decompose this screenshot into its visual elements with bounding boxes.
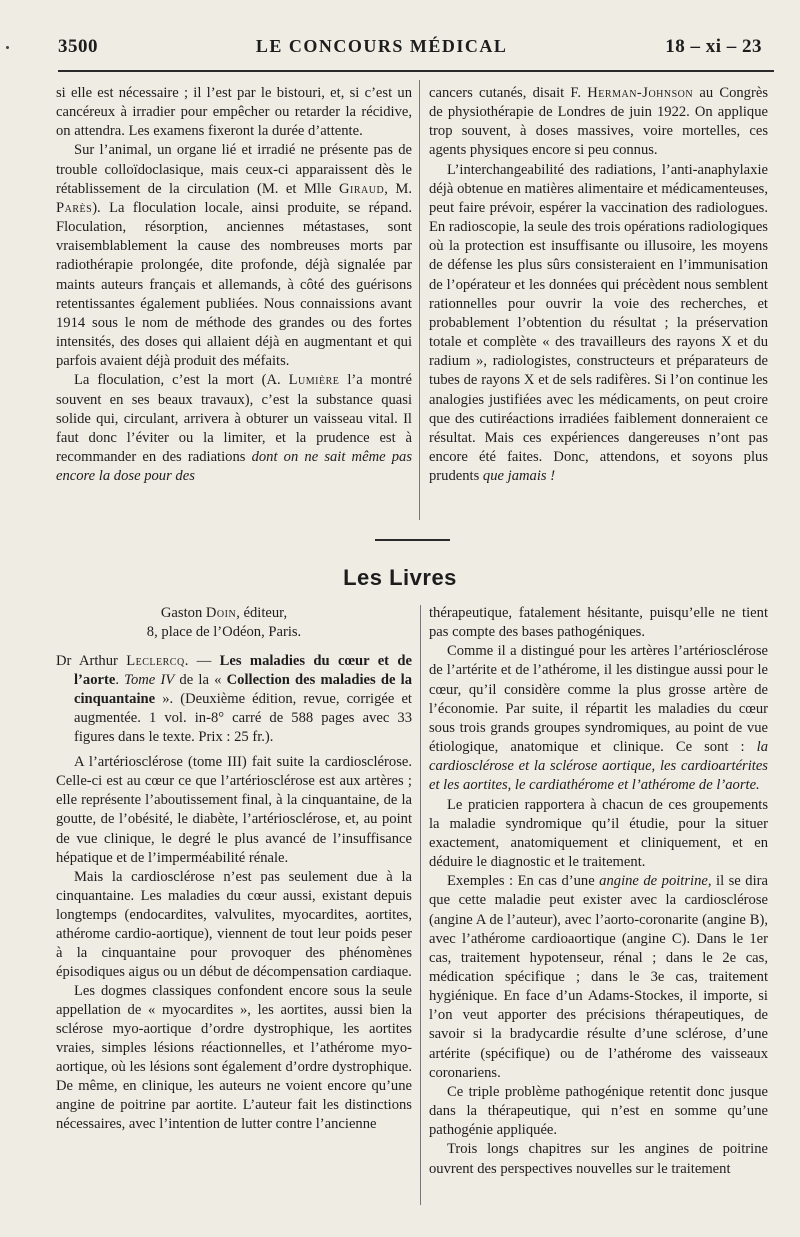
paragraph: Trois longs chapitres sur les angines de poitrine ouvrent des perspectives nouvelles sur le traitement xyxy=(429,1141,768,1177)
publisher-address: 8, place de l’Odéon, Paris. xyxy=(146,624,302,641)
publisher-name: Gaston Doin, éditeur, xyxy=(160,605,288,621)
paragraph: Exemples : En cas d’une angine de poitrine, il se dira que cette maladie peut exister avec la cardiosclérose (angine A de l’auteur), avec l’aorto-coronarite (angine B), avec l’athérome cardioaortique (angine C). Dans le 1er cas, traitement hypotenseur, rénal ; dans le 2e cas, médication spécifique ; dans le 3e cas, traitement hygiénique. En face d’un Adams-Stockes, il importe, si l’on veut apporter des précisions thérapeutiques, de savoir si la bradycardie résulte d’une sclérose, d’une artérite (spécifique) ou de l’athérome des vaisseaux coronariens. xyxy=(429,873,768,1081)
section-separator xyxy=(375,539,450,541)
paragraph: Mais la cardiosclérose n’est pas seulement due à la cinquantaine. Les maladies du cœur aussi, existant depuis longtemps (endocardites, valvulites, myocardites, aortites, athérome cardio-aortique), viennent de tout leur poids peser à la cinquantaine pour provoquer des phénomènes épisodiques aigus ou un début de décompensation cardiaque. xyxy=(56,868,412,980)
bottom-left-column xyxy=(56,604,412,1134)
bottom-right-column xyxy=(429,604,768,1179)
paragraph: Ce triple problème pathogénique retentit donc jusque dans la thérapeutique, qui n’est en somme qu’une pathogénie appliquée. xyxy=(429,1083,768,1139)
paragraph: L’interchangeabilité des radiations, l’anti-anaphylaxie déjà obtenue en matières alimentaire et médicamenteuses, peut faire prévoir, espérer la vaccination des radiologues. En radioscopie, la seule des trois opérations radiologiques où la protection est insuffisante ou illusoire, les moyens de défense les plus sûrs consisteraient en l’immunisation de l’opérateur et les données qui précèdent nous semblent rationnelles pour ouvrir la voie des recherches, et probablement l’obtention du résultat ; la préservation totale et complète « des travailleurs des rayons X et du radium », radiologistes, constructeurs et préparateurs de tubes de rayons X et de sels radifères. Si l’on continue les analogies justifiées avec les médicaments, on peut croire que des cutiréactions irradiées faiblement donneraient ce résultat. Mais ces expériences dangereuses n’ont pas encore été faites. Donc, attendons, et soyons plus prudents que jamais ! xyxy=(429,161,768,485)
paragraph: Sur l’animal, un organe lié et irradié ne présente pas de trouble colloïdoclasique, mais ceux-ci apparaissent dès le rétablissement de la circulation (M. et Mlle Giraud, M. Parès). La floculation locale, ainsi produite, se répand. Floculation, résorption, anciennes métastases, sont vraisemblablement la cause des nombreuses morts par radiothérapie prolongée, dite profonde, déjà signalée par maints auteurs français et allemands, à côté des guérisons retentissantes également publiées. Nous connaissions avant 1914 sous le nom de méthode des grandes ou des fortes intensités, des doses qui allaient déjà en augmentant et qui parfois avaient déjà produit des méfaits. xyxy=(56,142,412,370)
page-header xyxy=(58,36,762,66)
paragraph: si elle est nécessaire ; il l’est par le bistouri, et, si c’est un cancéreux à irradier pour empêcher ou retarder la récidive, on attendra. Les examens fixeront la durée d’attente. xyxy=(56,85,412,140)
page-number: 3500 xyxy=(58,36,98,57)
paragraph: A l’artériosclérose (tome III) fait suite la cardiosclérose. Celle-ci est au cœur ce que l’artériosclérose est aux artères ; elle représente l’aboutissement final, à la cinquantaine, de la goutte, de l’obésité, le diabète, l’artériosclérose, et, au point de vue clinique, le degré le plus avancé de l’insuffisance hépatique et de l’imperméabilité rénale. xyxy=(56,754,412,866)
paragraph: thérapeutique, fatalement hésitante, puisqu’elle ne tient pas compte des bases pathogéniques. xyxy=(429,605,768,641)
paragraph: cancers cutanés, disait F. Herman-Johnson au Congrès de physiothérapie de Londres de juin 1922. On applique trop souvent, à doses massives, voire mortelles, ces agents physiques encore si peu connus. xyxy=(429,85,768,159)
column-divider xyxy=(420,605,421,1205)
section-title: Les Livres xyxy=(343,565,457,590)
journal-title: LE CONCOURS MÉDICAL xyxy=(255,36,508,56)
paragraph: La floculation, c’est la mort (A. Lumière l’a montré souvent en ses beaux travaux), c’est la substance quasi solide qui, circulant, arrivera à obturer un vaisseau vital. Il faut donc l’éviter ou la limiter, et la prudence est à recommander en des radiations dont on ne sait même pas encore la dose pour des xyxy=(56,372,412,485)
issue-date: 18 – xi – 23 xyxy=(665,36,762,57)
header-rule xyxy=(58,70,774,72)
book-reference: Dr Arthur Leclercq. — Les maladies du cœur et de l’aorte. Tome IV de la « Collection des maladies de la cinquantaine ». (Deuxième édition, revue, corrigée et augmentée. 1 vol. in-8° carré de 588 pages avec 33 figures dans le texte. Prix : 25 fr.). xyxy=(56,653,412,746)
paragraph: Les dogmes classiques confondent encore sous la seule appellation de « myocardites », les aortites, aussi bien la sclérose myo-aortique d’ordre dystrophique, les aortites vraies, simples lésions réactionnelles, et l’athérome myo-aortique, où les lésions sont également d’ordre dystrophique. De même, en clinique, les auteurs ne voient encore qu’une angine de poitrine par aortite. L’auteur fait les distinctions nécessaires, avec l’intention de lutter contre l’ancienne xyxy=(56,982,412,1133)
paragraph: Comme il a distingué pour les artères l’artériosclérose de l’artérite et de l’athérome, il les distingue aussi pour le cœur, qu’il considère comme la plus grosse artère de l’économie. Par suite, il répartit les maladies du cœur sous trois grands groupes syndromiques, au point de vue étiologique, anatomique et clinique. Ce sont : la cardiosclérose et la sclérose aortique, les cardioartérites et les aortites, le cardiathérome et l’athérome de l’aorte. xyxy=(429,643,768,794)
top-left-column xyxy=(56,84,412,486)
column-divider xyxy=(419,80,420,520)
margin-mark xyxy=(6,46,9,49)
paragraph: Le praticien rapportera à chacun de ces groupements la maladie syndromique qu’il étudie, pour la situer exactement, anatomiquement et cliniquement, et en déduire le diagnostic et le traitement. xyxy=(429,796,768,871)
top-right-column xyxy=(429,84,768,486)
